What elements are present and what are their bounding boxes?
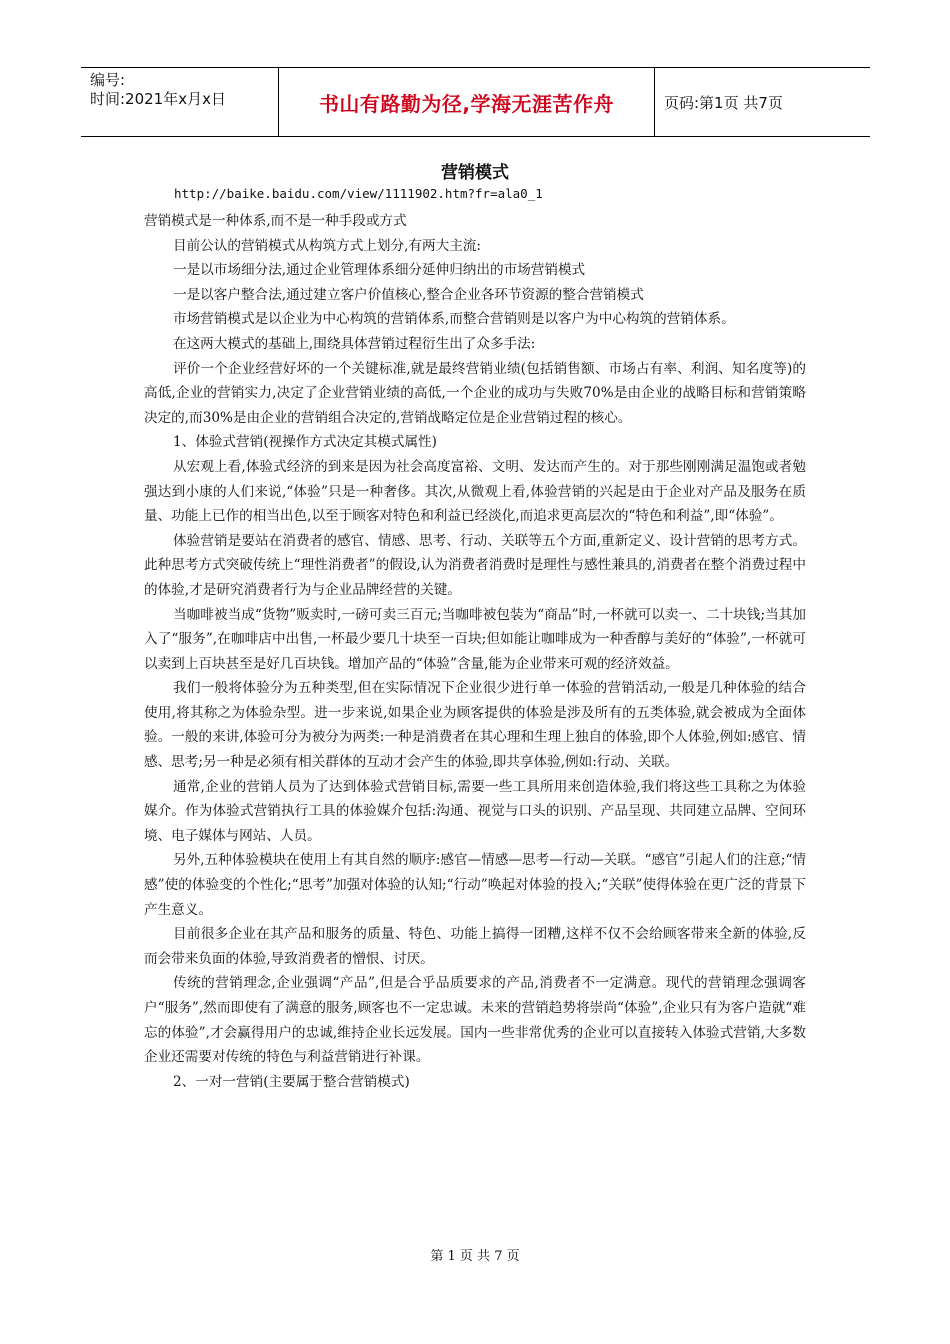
paragraph: 我们一般将体验分为五种类型,但在实际情况下企业很少进行单一体验的营销活动,一般是几种体验的结合使用,将其称之为体验杂型。进一步来说,如果企业为顾客提供的体验是涉及所有的五类体验,就会被成为全面体验。一般的来讲,体验可分为被分为两类:一种是消费者在其心理和生理上独自的体验,即个人体验,例如:感官、情感、思考;另一种是必须有相关群体的互动才会产生的体验,即共享体验,例如:行动、关联。 <box>144 680 806 771</box>
section-heading: 1、体验式营销(视操作方式决定其模式属性) <box>173 434 437 451</box>
paragraph: 一是以市场细分法,通过企业管理体系细分延伸归纳出的市场营销模式 <box>173 262 586 279</box>
paragraph: 在这两大模式的基础上,围绕具体营销过程衍生出了众多手法: <box>173 335 536 352</box>
source-url: http://baike.baidu.com/view/1111902.htm?fr=ala0_1 <box>174 186 543 201</box>
motto-text: 书山有路勤为径,学海无涯苦作舟 <box>318 91 615 116</box>
document-body <box>144 209 806 1094</box>
document-title: 营销模式 <box>441 163 509 183</box>
page-info: 页码:第1页 共7页 <box>664 93 783 112</box>
paragraph: 当咖啡被当成“货物”贩卖时,一磅可卖三百元;当咖啡被包装为“商品”时,一杯就可以卖一、二十块钱;当其加入了“服务”,在咖啡店中出售,一杯最少要几十块至一百块;但如能让咖啡成为一种香醇与美好的“体验”,一杯就可以卖到上百块甚至是好几百块钱。增加产品的“体验”含量,能为企业带来可观的经济效益。 <box>144 606 806 672</box>
paragraph: 市场营销模式是以企业为中心构筑的营销体系,而整合营销则是以客户为中心构筑的营销体系。 <box>173 311 735 328</box>
header-page-cell <box>655 68 870 136</box>
paragraph: 另外,五种体验模块在使用上有其自然的顺序:感官—情感—思考—行动—关联。“感官”引起人们的注意;“情感”使的体验变的个性化;“思考”加强对体验的认知;“行动”唤起对体验的投入;“关联”使得体验在更广泛的背景下产生意义。 <box>144 852 806 918</box>
paragraph: 评价一个企业经营好坏的一个关键标准,就是最终营销业绩(包括销售额、市场占有率、利润、知名度等)的高低,企业的营销实力,决定了企业营销业绩的高低,一个企业的成功与失败70%是由企业的战略目标和营销策略决定的,而30%是由企业的营销组合决定的,营销战略定位是企业营销过程的核心。 <box>144 360 806 426</box>
paragraph: 通常,企业的营销人员为了达到体验式营销目标,需要一些工具所用来创造体验,我们将这些工具称之为体验媒介。作为体验式营销执行工具的体验媒介包括:沟通、视觉与口头的识别、产品呈现、共同建立品牌、空间环境、电子媒体与网站、人员。 <box>144 778 806 844</box>
paragraph: 传统的营销理念,企业强调“产品”,但是合乎品质要求的产品,消费者不一定满意。现代的营销理念强调客户“服务”,然而即使有了满意的服务,顾客也不一定忠诚。未来的营销趋势将崇尚“体验”,企业只有为客户造就“难忘的体验”,才会赢得用户的忠诚,维持企业长远发展。国内一些非常优秀的企业可以直接转入体验式营销,大多数企业还需要对传统的特色与利益营销进行补课。 <box>144 975 806 1066</box>
paragraph: 营销模式是一种体系,而不是一种手段或方式 <box>144 213 407 229</box>
header-motto-cell <box>279 68 655 136</box>
paragraph: 目前很多企业在其产品和服务的质量、特色、功能上搞得一团糟,这样不仅不会给顾客带来全新的体验,反而会带来负面的体验,导致消费者的憎恨、讨厌。 <box>144 926 806 967</box>
paragraph: 从宏观上看,体验式经济的到来是因为社会高度富裕、文明、发达而产生的。对于那些刚刚满足温饱或者勉强达到小康的人们来说,“体验”只是一种奢侈。其次,从微观上看,体验营销的兴起是由于企业对产品及服务在质量、功能上已作的相当出色,以至于顾客对特色和利益已经淡化,而追求更高层次的“特色和利益”,即“体验”。 <box>144 458 806 525</box>
time-label: 时间:2021年x月x日 <box>90 90 226 108</box>
header-meta-cell <box>81 68 279 136</box>
paragraph: 体验营销是要站在消费者的感官、情感、思考、行动、关联等五个方面,重新定义、设计营销的思考方式。此种思考方式突破传统上“理性消费者”的假设,认为消费者消费时是理性与感性兼具的,消费者在整个消费过程中的体验,才是研究消费者行为与企业品牌经营的关键。 <box>144 532 806 598</box>
page-header <box>81 67 870 137</box>
number-label: 编号: <box>90 71 126 89</box>
paragraph: 一是以客户整合法,通过建立客户价值核心,整合企业各环节资源的整合营销模式 <box>173 286 644 303</box>
paragraph: 目前公认的营销模式从构筑方式上划分,有两大主流: <box>173 237 481 254</box>
page-footer: 第 1 页 共 7 页 <box>430 1249 520 1264</box>
section-heading: 2、一对一营销(主要属于整合营销模式) <box>173 1073 410 1090</box>
